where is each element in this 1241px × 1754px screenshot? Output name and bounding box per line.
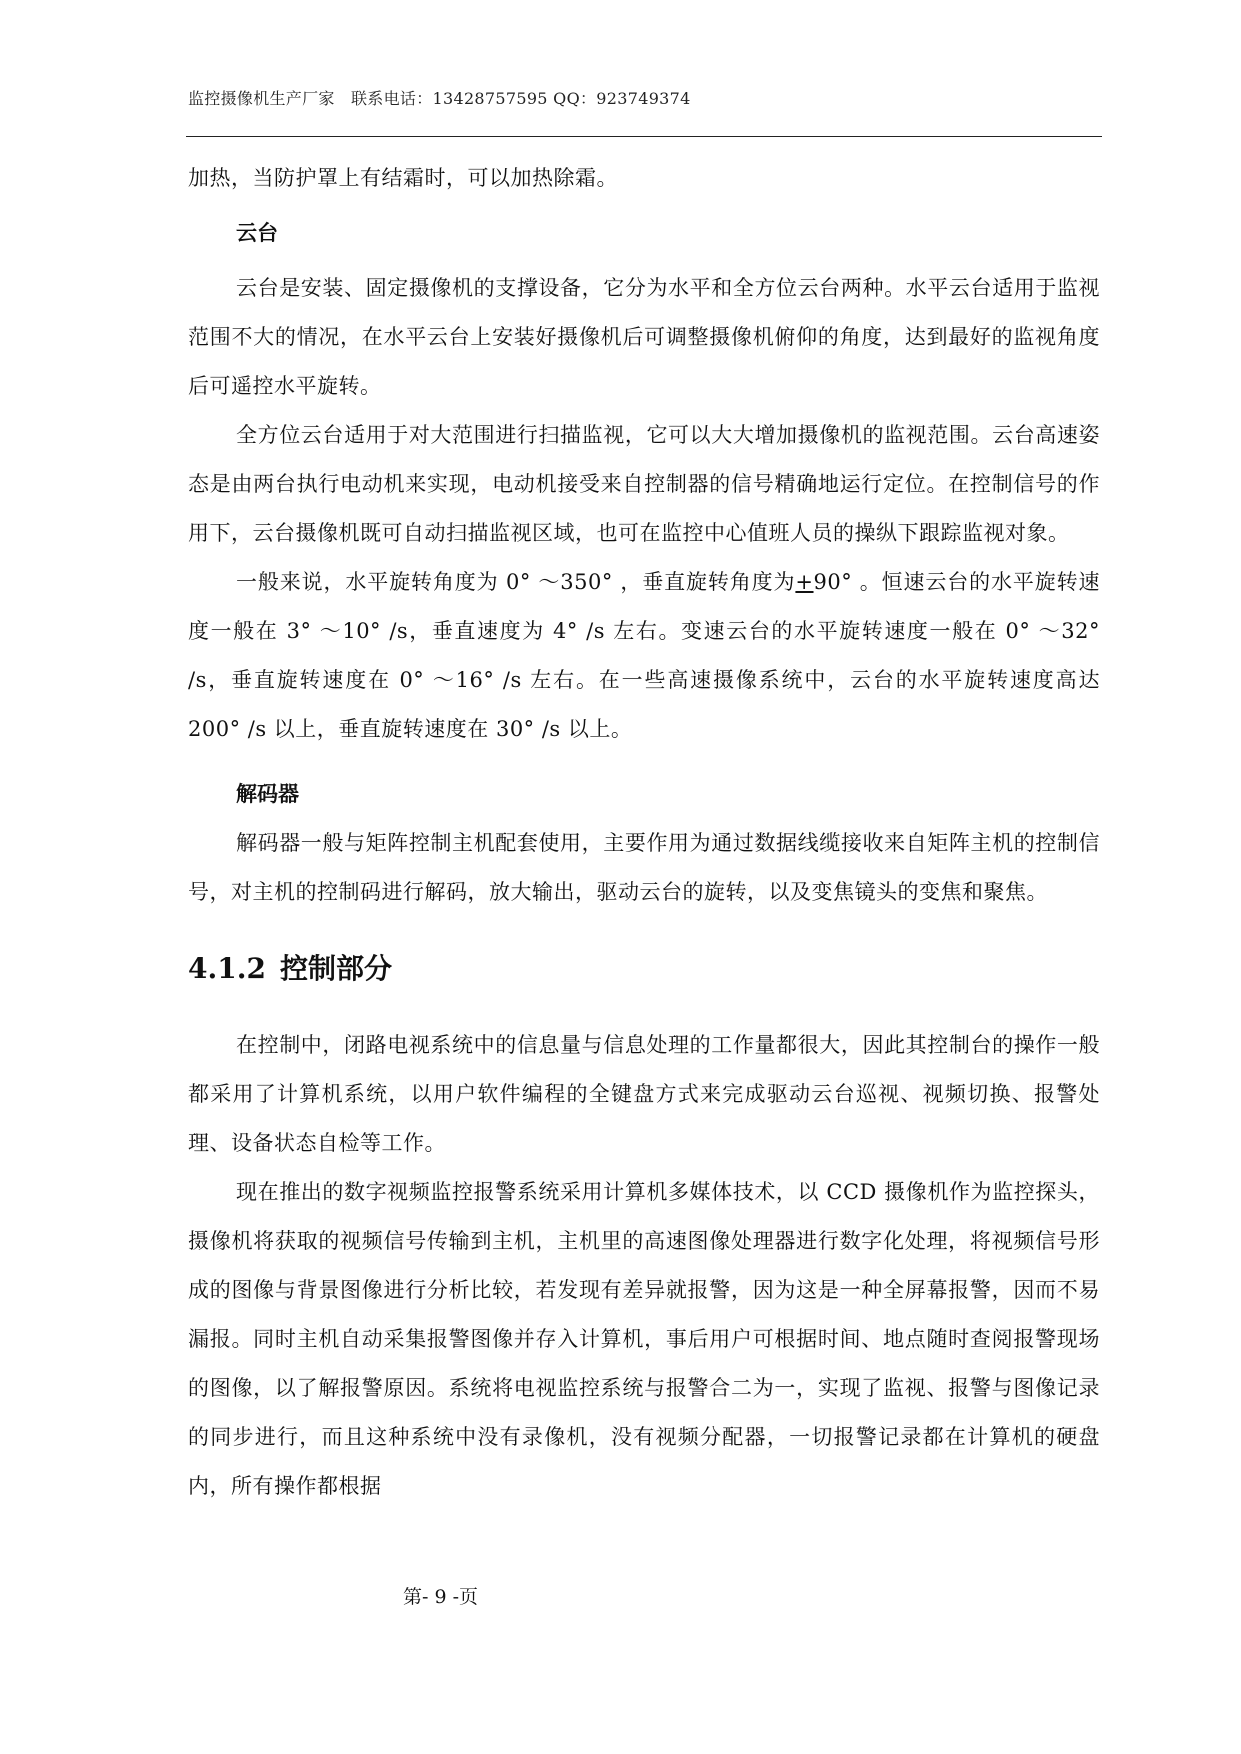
paragraph-yuntai-2: 全方位云台适用于对大范围进行扫描监视，它可以大大增加摄像机的监视范围。云台高速姿态是由两台执行电动机来实现，电动机接受来自控制器的信号精确地运行定位。在控制信号的作用下，云台摄像机既可自动扫描监视区域，也可在监控中心值班人员的操纵下跟踪监视对象。	[188, 423, 1100, 545]
rotation-text-a: 一般来说，水平旋转角度为 0° ～350° ，垂直旋转角度为	[236, 570, 796, 594]
paragraph-yuntai-1: 云台是安装、固定摄像机的支撑设备，它分为水平和全方位云台两种。水平云台适用于监视范围不大的情况，在水平云台上安装好摄像机后可调整摄像机俯仰的角度，达到最好的监视角度后可遥控水平旋转。	[188, 276, 1100, 398]
paragraph-decoder: 解码器一般与矩阵控制主机配套使用，主要作用为通过数据线缆接收来自矩阵主机的控制信号，对主机的控制码进行解码，放大输出，驱动云台的旋转，以及变焦镜头的变焦和聚焦。	[188, 831, 1100, 904]
section-heading	[188, 939, 1100, 999]
rotation-text-b: 90° 。恒速云台的水平旋转速度一般在 3° ～10° /s，垂直速度为 4° /s 左右。变速云台的水平旋转速度一般在 0° ～32° /s，垂直旋转速度在 0° ～16° /s 左右。在一些高速摄像系统中，云台的水平旋转速度高达 200° /s 以上，垂直旋转速度在 30° /s 以上。	[188, 570, 1101, 741]
paragraph-control-2: 现在推出的数字视频监控报警系统采用计算机多媒体技术，以 CCD 摄像机作为监控探头，摄像机将获取的视频信号传输到主机，主机里的高速图像处理器进行数字化处理，将视频信号形成的图像与背景图像进行分析比较，若发现有差异就报警，因为这是一种全屏幕报警，因而不易漏报。同时主机自动采集报警图像并存入计算机，事后用户可根据时间、地点随时查阅报警现场的图像，以了解报警原因。系统将电视监控系统与报警合二为一，实现了监视、报警与图像记录的同步进行，而且这种系统中没有录像机，没有视频分配器，一切报警记录都在计算机的硬盘内，所有操作都根据	[188, 1180, 1100, 1498]
subheading-yuntai: 云台	[236, 221, 278, 245]
paragraph-continuation: 加热，当防护罩上有结霜时，可以加热除霜。	[188, 166, 618, 190]
header-divider	[186, 136, 1102, 137]
section-number: 4.1.2	[188, 952, 266, 985]
page-number: 第- 9 -页	[403, 1586, 479, 1608]
subheading-decoder: 解码器	[236, 782, 299, 806]
paragraph-yuntai-3	[188, 558, 1100, 754]
plus-minus-sign: +	[795, 570, 814, 594]
section-title: 控制部分	[279, 952, 392, 985]
page-header: 监控摄像机生产厂家 联系电话：13428757595 QQ：923749374	[188, 89, 691, 108]
document-body	[188, 154, 1100, 1511]
paragraph-control-1: 在控制中，闭路电视系统中的信息量与信息处理的工作量都很大，因此其控制台的操作一般都采用了计算机系统，以用户软件编程的全键盘方式来完成驱动云台巡视、视频切换、报警处理、设备状态自检等工作。	[188, 1033, 1100, 1155]
